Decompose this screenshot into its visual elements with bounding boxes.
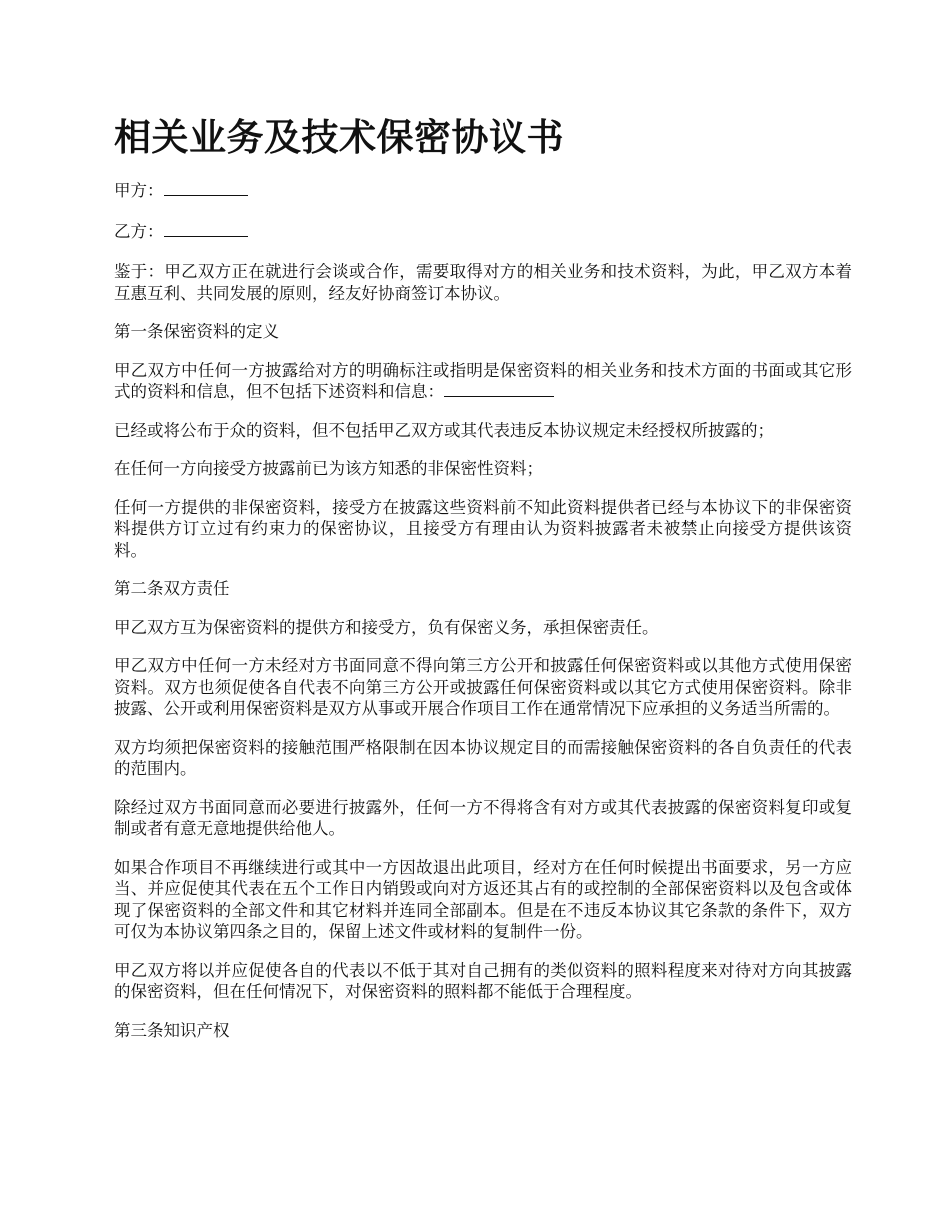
document-page: [114, 112, 852, 1058]
article-2-paragraph-5: 如果合作项目不再继续进行或其中一方因故退出此项目，经对方在任何时候提出书面要求，另一方应当、并应促使其代表在五个工作日内销毁或向对方返还其占有的或控制的全部保密资料以及包含或体现了保密资料的全部文件和其它材料并连同全部副本。但是在不违反本协议其它条款的条件下，双方可仅为本协议第四条之目的，保留上述文件或材料的复制件一份。: [114, 857, 852, 941]
party-a-blank: [164, 180, 248, 196]
party-b-blank: [164, 221, 248, 237]
party-a-line: [114, 180, 852, 202]
party-b-label: 乙方：: [114, 221, 164, 241]
article-2-paragraph-6: 甲乙双方将以并应促使各自的代表以不低于其对自己拥有的类似资料的照料程度来对待对方向其披露的保密资料，但在任何情况下，对保密资料的照料都不能低于合理程度。: [114, 960, 852, 1001]
article-2-paragraph-3: 双方均须把保密资料的接触范围严格限制在因本协议规定目的而需接触保密资料的各自负责任的代表的范围内。: [114, 737, 852, 778]
article-2-paragraph-4: 除经过双方书面同意而必要进行披露外，任何一方不得将含有对方或其代表披露的保密资料复印或复制或者有意无意地提供给他人。: [114, 797, 852, 838]
article-2-heading: 第二条双方责任: [114, 579, 230, 598]
intro-paragraph: 鉴于：甲乙双方正在就进行会谈或合作，需要取得对方的相关业务和技术资料，为此，甲乙双方本着互惠互利、共同发展的原则，经友好协商签订本协议。: [114, 262, 852, 303]
party-a-label: 甲方：: [114, 181, 164, 200]
article-1-item-1: 已经或将公布于众的资料，但不包括甲乙双方或其代表违反本协议规定未经授权所披露的；: [114, 420, 774, 440]
document-title: 相关业务及技术保密协议书: [114, 116, 564, 159]
article-1-heading: 第一条保密资料的定义: [114, 322, 279, 341]
article-3-heading: 第三条知识产权: [114, 1020, 230, 1040]
article-1-item-3: 任何一方提供的非保密资料，接受方在披露这些资料前不知此资料提供者已经与本协议下的非保密资料提供方订立过有约束力的保密协议，且接受方有理由认为资料披露者未被禁止向接受方提供该资料。: [114, 497, 852, 560]
article-1-blank: [444, 381, 554, 397]
article-1-definition: [114, 360, 852, 403]
article-2-paragraph-1: 甲乙双方互为保密资料的提供方和接受方，负有保密义务，承担保密责任。: [114, 617, 659, 637]
article-1-definition-text: 甲乙双方中任何一方披露给对方的明确标注或指明是保密资料的相关业务和技术方面的书面或其它形式的资料和信息，但不包括下述资料和信息：: [114, 360, 852, 401]
article-2-paragraph-2: 甲乙双方中任何一方未经对方书面同意不得向第三方公开和披露任何保密资料或以其他方式使用保密资料。双方也须促使各自代表不向第三方公开或披露任何保密资料或以其它方式使用保密资料。除非披露、公开或利用保密资料是双方从事或开展合作项目工作在通常情况下应承担的义务适当所需的。: [114, 656, 852, 718]
article-1-item-2: 在任何一方向接受方披露前已为该方知悉的非保密性资料；: [114, 459, 543, 478]
party-b-line: [114, 221, 852, 243]
